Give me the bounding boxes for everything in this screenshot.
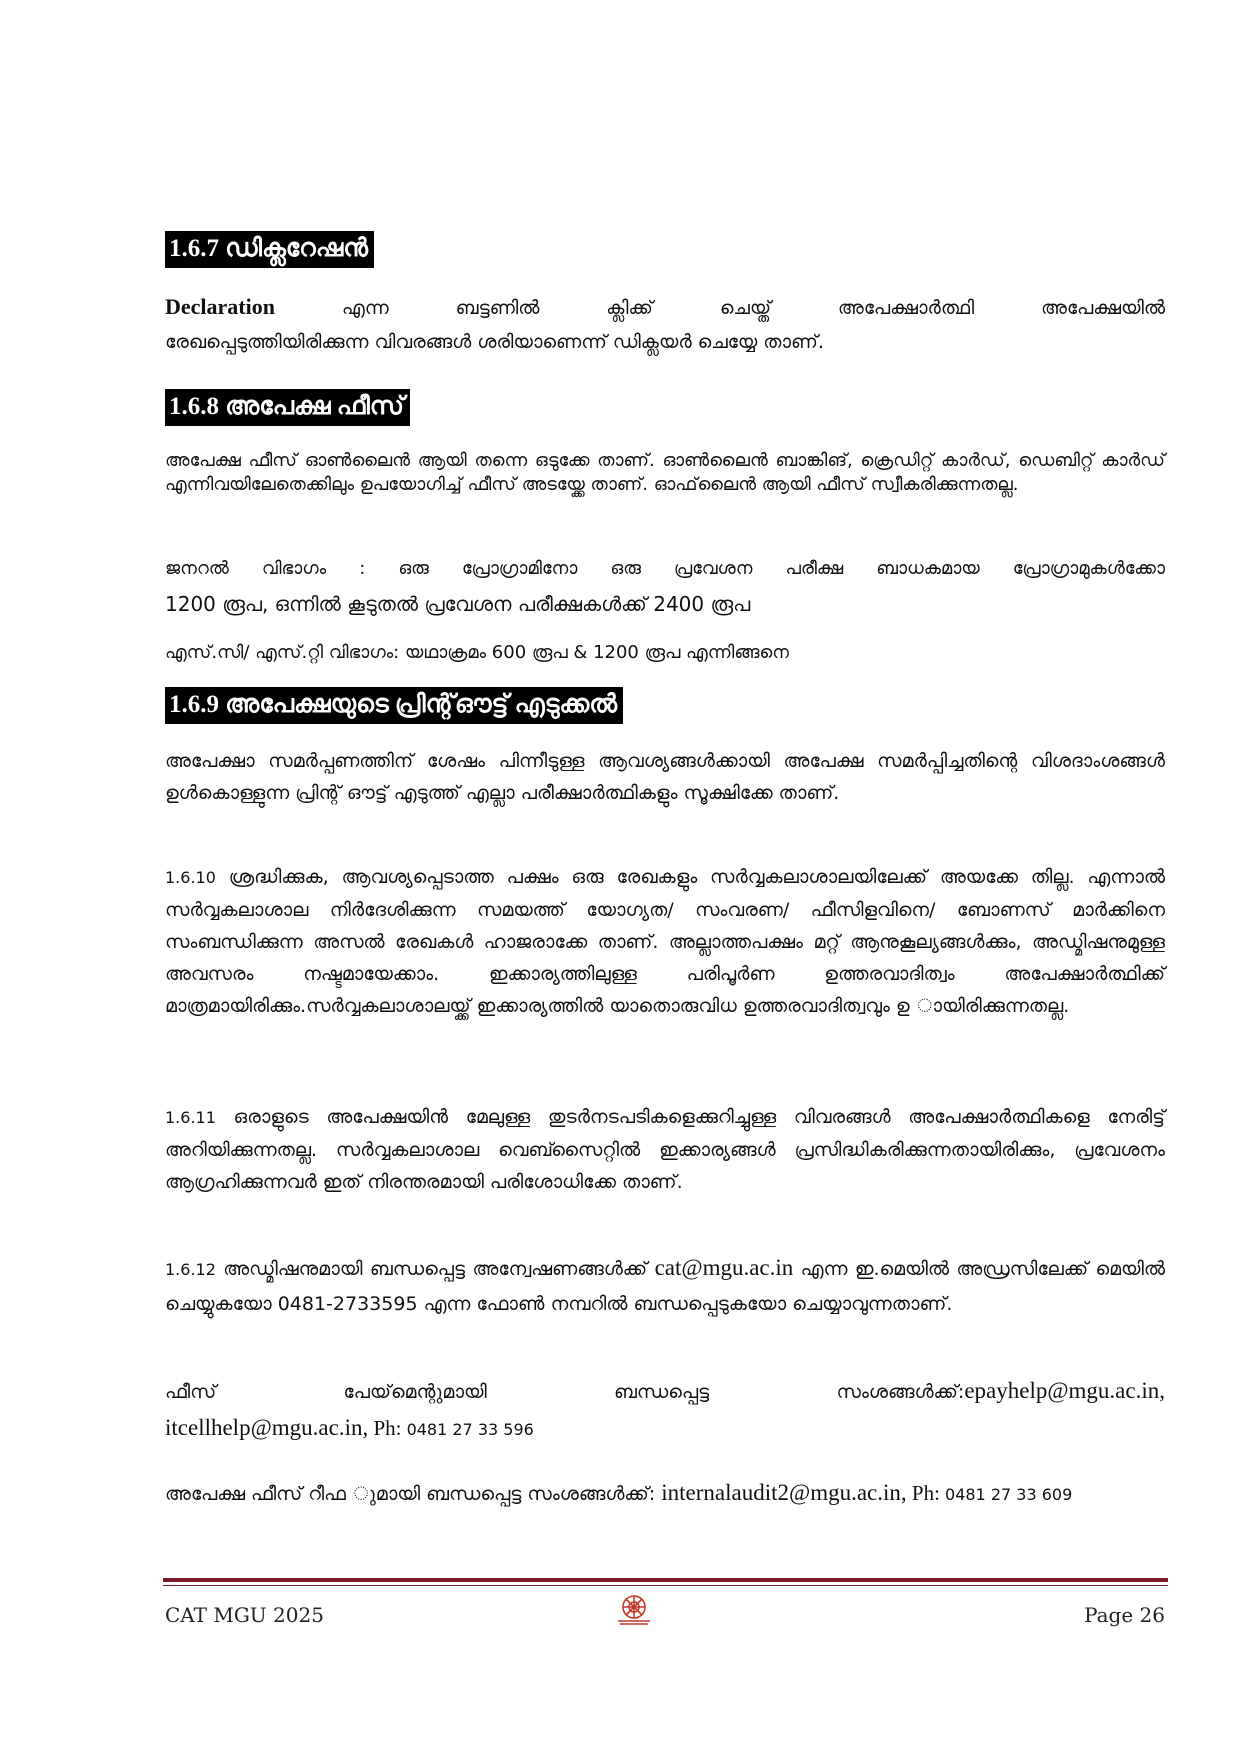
footer-rule-thin — [163, 1585, 1168, 1586]
note-1-6-10 — [165, 861, 1165, 1022]
university-emblem-icon — [612, 1590, 656, 1626]
phone-label: Ph: — [906, 1481, 940, 1505]
section-heading: 1.6.7 ഡിക്ലറേഷൻ — [165, 231, 374, 268]
refund-contact — [165, 1475, 1165, 1512]
note-text: ഒരാളുടെ അപേക്ഷയിൻ മേലുള്ള തുടർനടപടികളെക്കുറിച്ചുള്ള വിവരങ്ങൾ അപേക്ഷാർത്ഥികളെ നേരിട്ട് അറിയിക്കുന്നതല്ല. സർവ്വകലാശാല വെബ്സൈറ്റിൽ ഇക്കാര്യങ്ങൾ പ്രസിദ്ധികരിക്കുന്നതായിരിക്കും, പ്രവേശനം ആഗ്രഹിക്കുന്നവർ ഇത് നിരന്തരമായി പരിശോധിക്കേ താണ്. — [165, 1106, 1165, 1193]
footer-title: CAT MGU 2025 — [165, 1603, 324, 1627]
refund-contact-text: അപേക്ഷ ഫീസ് റീഫ ുമായി ബന്ധപ്പെട്ട സംശങ്ങൾക്ക്: — [165, 1483, 662, 1505]
section-1-6-7-heading-wrap — [165, 231, 1165, 268]
phone-label: Ph: — [368, 1416, 402, 1440]
declaration-text: എന്ന ബട്ടണിൽ ക്ലിക്ക് ചെയ്ത് അപേക്ഷാർത്ഥി അപേക്ഷയിൽ — [274, 297, 1165, 319]
section-heading: 1.6.8 അപേക്ഷ ഫീസ് — [165, 389, 410, 426]
fee-paragraph: അപേക്ഷ ഫീസ് ഓൺലൈൻ ആയി തന്നെ ഒടുക്കേ താണ്. ഓൺലൈൻ ബാങ്കിങ്, ക്രെഡിറ്റ് കാർഡ്, ഡെബിറ്റ് കാർഡ് എന്നിവയിലേതെക്കിലും ഉപയോഗിച്ച് ഫീസ് അടയ്ക്കേ താണ്. ഓഫ്‌ലൈൻ ആയി ഫീസ് സ്വീകരിക്കുന്നതല്ല. — [165, 450, 1165, 495]
fee-payment-contact-line1 — [165, 1373, 1165, 1410]
note-1-6-12 — [165, 1250, 1165, 1322]
itcellhelp-email-link[interactable]: itcellhelp@mgu.ac.in, — [165, 1415, 369, 1440]
section-heading: 1.6.9 അപേക്ഷയുടെ പ്രിന്റ്ഔട്ട് എടുക്കൽ — [165, 687, 623, 724]
internalaudit-email-link[interactable]: internalaudit2@mgu.ac.in, — [661, 1480, 907, 1505]
section-1-6-8-heading-wrap — [165, 389, 1165, 426]
note-number: 1.6.11 — [165, 1108, 216, 1127]
note-number: 1.6.10 — [165, 868, 216, 887]
admission-email-link[interactable]: cat@mgu.ac.in — [654, 1255, 794, 1280]
fee-contact-text: ഫീസ് പേയ്‌മെന്റുമായി ബന്ധപ്പെട്ട സംശങ്ങൾക്ക്: — [165, 1381, 965, 1403]
page-number: Page 26 — [1084, 1603, 1165, 1627]
general-category-fee-line1: ജനറൽ വിഭാഗം : ഒരു പ്രോഗ്രാമിനോ ഒരു പ്രവേശന പരീക്ഷ ബാധകമായ പ്രോഗ്രാമുകൾക്കോ — [165, 558, 1165, 579]
footer-rule-thick — [163, 1578, 1168, 1582]
note-number: 1.6.12 — [165, 1260, 216, 1279]
epayhelp-email-link[interactable]: epayhelp@mgu.ac.in, — [964, 1378, 1165, 1403]
general-category-fee-line2: 1200 രൂപ, ഒന്നിൽ കൂടുതൽ പ്രവേശന പരീക്ഷകൾക്ക് 2400 രൂപ — [165, 592, 751, 616]
phone-number: 0481 27 33 596 — [401, 1420, 534, 1439]
note-text: അഡ്മിഷനുമായി ബന്ധപ്പെട്ട അന്വേഷണങ്ങൾക്ക് — [215, 1258, 655, 1280]
fee-payment-contact-line2 — [165, 1410, 1165, 1447]
note-text: ശ്രദ്ധിക്കുക, ആവശ്യപ്പെടാത്ത പക്ഷം ഒരു രേഖകളും സർവ്വകലാശാലയിലേക്ക് അയക്കേ തില്ല. എന്നാൽ സർവ്വകലാശാല നിർദേശിക്കുന്ന സമയത്ത് യോഗ്യത/ സംവരണ/ ഫീസിളവിനെ/ ബോണസ് മാർക്കിനെ സംബന്ധിക്കുന്ന അസൽ രേഖകൾ ഹാജരാക്കേ താണ്. അല്ലാത്തപക്ഷം മറ്റ് ആനുകൂല്യങ്ങൾക്കും, അഡ്മിഷനുമുള്ള അവസരം നഷ്ടമായേക്കാം. ഇക്കാര്യത്തിലുള്ള പരിപൂർണ ഉത്തരവാദിത്വം അപേക്ഷാർത്ഥിക്ക് മാത്രമായിരിക്കും.സർവ്വകലാശാലയ്ക്ക് ഇക്കാര്യത്തിൽ യാതൊരുവിധ ഉത്തരവാദിത്വവും ഉ ായിരിക്കുന്നതല്ല. — [165, 866, 1165, 1017]
sc-st-fee-line: എസ്.സി/ എസ്.റ്റി വിഭാഗം: യഥാക്രമം 600 രൂപ & 1200 രൂപ എന്നിങ്ങനെ — [165, 642, 789, 663]
declaration-paragraph-line2: രേഖപ്പെടുത്തിയിരിക്കുന്ന വിവരങ്ങൾ ശരിയാണെന്ന് ഡിക്ലയർ ചെയ്യേ താണ്. — [165, 331, 824, 353]
printout-paragraph: അപേക്ഷാ സമർപ്പണത്തിന് ശേഷം പിന്നീടുള്ള ആവശ്യങ്ങൾക്കായി അപേക്ഷ സമർപ്പിച്ചതിന്റെ വിശദാംശങ്ങൾ ഉൾകൊള്ളുന്ന പ്രിന്റ് ഔട്ട് എടുത്ത് എല്ലാ പരീക്ഷാർത്ഥികളും സൂക്ഷിക്കേ താണ്. — [165, 750, 1165, 804]
phone-number: 0481 27 33 609 — [939, 1485, 1073, 1504]
note-text-cont: എന്ന ഇ.മെയിൽ അഡ്രസിലേക്ക് മെയിൽ ചെയ്യുകയോ 0481-2733595 എന്ന ഫോൺ നമ്പറിൽ ബന്ധപ്പെടുകയോ ചെയ്യാവുന്നതാണ്. — [165, 1258, 1165, 1315]
section-1-6-9-heading-wrap — [165, 687, 1165, 724]
note-1-6-11 — [165, 1101, 1165, 1198]
declaration-term: Declaration — [165, 294, 275, 319]
declaration-paragraph-line1 — [165, 291, 1165, 324]
